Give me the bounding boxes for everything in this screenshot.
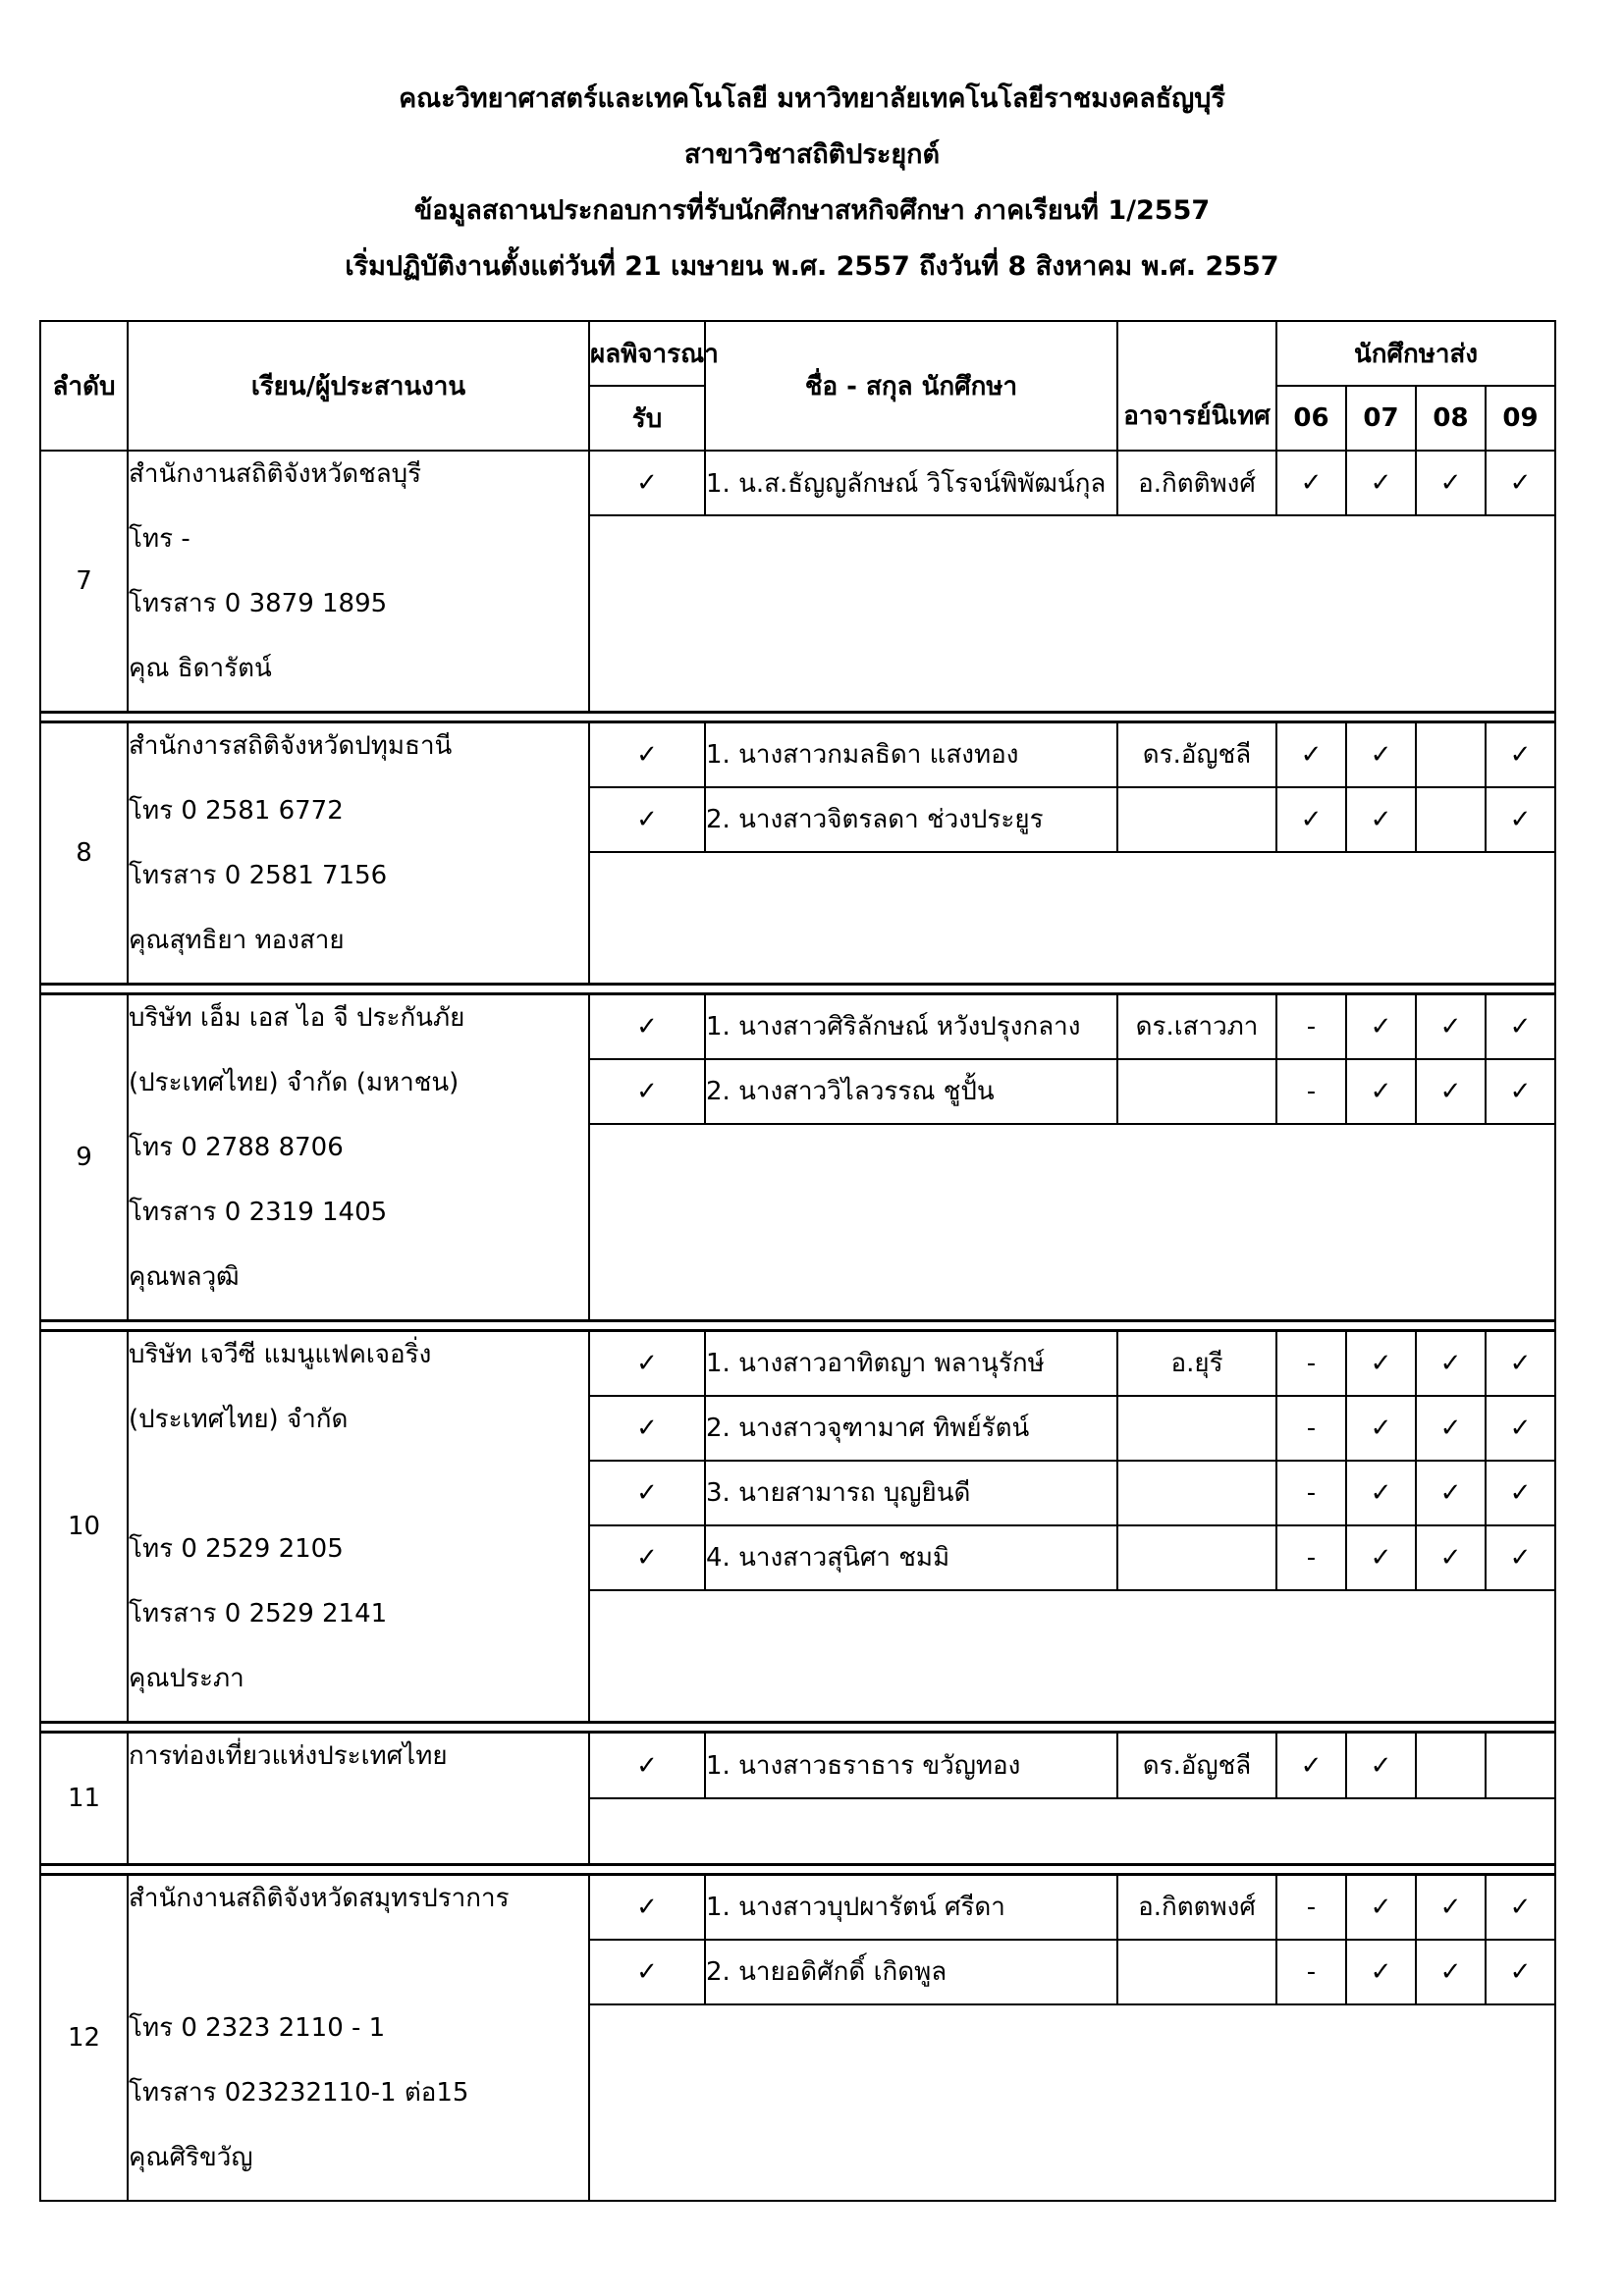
placement-table: [39, 320, 1556, 2202]
company-contact-line: โทรสาร 023232110-1 ต่อ15: [129, 2078, 469, 2108]
week-submission-check: ✓: [1486, 722, 1555, 787]
week-submission-check: ✓: [1416, 1331, 1486, 1396]
sequence-number: 10: [40, 1331, 128, 1723]
separator-cell: [40, 1865, 1555, 1875]
header-seq: ลำดับ: [40, 321, 128, 451]
company-contact-line: โทร 0 2788 8706: [129, 1133, 344, 1162]
separator-cell: [40, 1723, 1555, 1733]
student-name: 1. นางสาวบุปผารัตน์ ศรีดา: [705, 1875, 1117, 1940]
table-row: [40, 1331, 1555, 1396]
week-submission-check: ✓: [1416, 1059, 1486, 1124]
company-contact: [128, 722, 589, 985]
week-submission-check: -: [1276, 1396, 1346, 1461]
week-submission-check: ✓: [1346, 1525, 1416, 1590]
company-contact: [128, 451, 589, 713]
table-row: [40, 994, 1555, 1059]
empty-cell: [589, 852, 1555, 985]
header-advisor: อาจารย์นิเทศ: [1117, 321, 1276, 451]
group-separator: [40, 1321, 1555, 1331]
student-name: 2. นางสาวจุฑามาศ ทิพย์รัตน์: [705, 1396, 1117, 1461]
accept-check: ✓: [589, 994, 705, 1059]
student-name: 2. นางสาวจิตรลดา ช่วงประยูร: [705, 787, 1117, 852]
company-contact-line: สำนักงานสถิติจังหวัดชลบุรี: [129, 459, 422, 489]
week-submission-check: -: [1276, 1525, 1346, 1590]
separator-cell: [40, 1321, 1555, 1331]
sequence-number: 11: [40, 1733, 128, 1865]
week-submission-check: ✓: [1346, 1461, 1416, 1525]
company-contact-line: [129, 1462, 588, 1526]
student-name: 1. นางสาวธราธาร ขวัญทอง: [705, 1733, 1117, 1799]
week-submission-check: -: [1276, 1059, 1346, 1124]
company-contact-line: (ประเทศไทย) จำกัด (มหาชน): [129, 1068, 460, 1097]
week-submission-check: -: [1276, 1940, 1346, 2004]
week-submission-check: ✓: [1416, 1461, 1486, 1525]
week-submission-check: ✓: [1276, 722, 1346, 787]
week-submission-check: ✓: [1346, 722, 1416, 787]
company-contact-line: คุณ ธิดารัตน์: [129, 654, 272, 683]
advisor-name: [1117, 787, 1276, 852]
accept-check: ✓: [589, 1940, 705, 2004]
week-submission-check: ✓: [1276, 451, 1346, 515]
accept-check: ✓: [589, 1331, 705, 1396]
empty-cell: [589, 1590, 1555, 1723]
week-submission-check: ✓: [1486, 1940, 1555, 2004]
table-row: [40, 451, 1555, 515]
company-contact-line: คุณศิริขวัญ: [129, 2143, 253, 2172]
week-submission-check: ✓: [1416, 1396, 1486, 1461]
period-line: เริ่มปฏิบัติงานตั้งแต่วันที่ 21 เมษายน พ.ศ. 2557 ถึงวันที่ 8 สิงหาคม พ.ศ. 2557: [345, 251, 1279, 282]
company-contact-line: [129, 1798, 588, 1863]
accept-check: ✓: [589, 1396, 705, 1461]
table-row: [40, 722, 1555, 787]
student-name: 4. นางสาวสุนิศา ชมมิ: [705, 1525, 1117, 1590]
accept-check: ✓: [589, 451, 705, 515]
company-contact-line: โทรสาร 0 3879 1895: [129, 589, 388, 618]
week-submission-check: ✓: [1346, 1331, 1416, 1396]
group-separator: [40, 985, 1555, 994]
header-company: เรียน/ผู้ประสานงาน: [128, 321, 589, 451]
week-submission-check: ✓: [1486, 1396, 1555, 1461]
week-submission-check: ✓: [1416, 1875, 1486, 1940]
student-name: 1. น.ส.ธัญญลักษณ์ วิโรจน์พิพัฒน์กุล: [705, 451, 1117, 515]
week-submission-check: -: [1276, 1461, 1346, 1525]
sequence-number: 8: [40, 722, 128, 985]
accept-check: ✓: [589, 1733, 705, 1799]
company-contact-line: สำนักงานสถิติจังหวัดสมุทรปราการ: [129, 1884, 510, 1913]
advisor-name: [1117, 1059, 1276, 1124]
week-submission-check: ✓: [1346, 994, 1416, 1059]
week-submission-check: ✓: [1346, 1940, 1416, 2004]
company-contact-line: คุณประภา: [129, 1664, 244, 1693]
sequence-number: 9: [40, 994, 128, 1321]
week-submission-check: ✓: [1346, 1396, 1416, 1461]
week-submission-check: [1416, 1733, 1486, 1799]
separator-cell: [40, 713, 1555, 722]
header-accept: รับ: [589, 386, 705, 451]
company-contact: [128, 1331, 589, 1723]
company-contact-line: โทร -: [129, 524, 190, 554]
week-submission-check: ✓: [1346, 451, 1416, 515]
accept-check: ✓: [589, 787, 705, 852]
week-submission-check: ✓: [1416, 1525, 1486, 1590]
group-separator: [40, 1723, 1555, 1733]
week-submission-check: ✓: [1276, 787, 1346, 852]
student-name: 1. นางสาวกมลธิดา แสงทอง: [705, 722, 1117, 787]
header-week: 08: [1416, 386, 1486, 451]
document-title: ข้อมูลสถานประกอบการที่รับนักศึกษาสหกิจศึกษา ภาคเรียนที่ 1/2557: [413, 195, 1211, 226]
advisor-name: ดร.อัญชลี: [1117, 1733, 1276, 1799]
accept-check: ✓: [589, 1875, 705, 1940]
company-contact: [128, 1875, 589, 2202]
header-week: 07: [1346, 386, 1416, 451]
advisor-name: อ.กิตตพงศ์: [1117, 1875, 1276, 1940]
document-header: [0, 71, 1624, 294]
company-contact-line: โทร 0 2581 6772: [129, 796, 344, 826]
week-submission-check: ✓: [1486, 1059, 1555, 1124]
advisor-name: ดร.เสาวภา: [1117, 994, 1276, 1059]
student-name: 1. นางสาวศิริลักษณ์ หวังปรุงกลาง: [705, 994, 1117, 1059]
week-submission-check: ✓: [1416, 1940, 1486, 2004]
company-contact-line: บริษัท เอ็ม เอส ไอ จี ประกันภัย: [129, 1003, 465, 1033]
empty-cell: [589, 1798, 1555, 1865]
week-submission-check: -: [1276, 994, 1346, 1059]
week-submission-check: ✓: [1346, 1059, 1416, 1124]
group-separator: [40, 713, 1555, 722]
student-name: 1. นางสาวอาทิตญา พลานุรักษ์: [705, 1331, 1117, 1396]
advisor-name: ดร.อัญชลี: [1117, 722, 1276, 787]
empty-cell: [589, 1124, 1555, 1321]
empty-cell: [589, 515, 1555, 713]
week-submission-check: ✓: [1346, 787, 1416, 852]
week-submission-check: ✓: [1486, 1525, 1555, 1590]
accept-check: ✓: [589, 722, 705, 787]
week-submission-check: ✓: [1416, 451, 1486, 515]
company-contact-line: [129, 1941, 588, 2005]
sequence-number: 7: [40, 451, 128, 713]
table-row: [40, 1733, 1555, 1799]
table-body: [40, 451, 1555, 2201]
separator-cell: [40, 985, 1555, 994]
advisor-name: อ.กิตติพงศ์: [1117, 451, 1276, 515]
table-row: [40, 1875, 1555, 1940]
company-contact-line: (ประเทศไทย) จำกัด: [129, 1405, 349, 1434]
week-submission-check: ✓: [1276, 1733, 1346, 1799]
header-week: 06: [1276, 386, 1346, 451]
week-submission-check: ✓: [1486, 1331, 1555, 1396]
company-contact-line: โทรสาร 0 2319 1405: [129, 1198, 388, 1227]
advisor-name: [1117, 1461, 1276, 1525]
company-contact-line: โทร 0 2529 2105: [129, 1534, 344, 1564]
advisor-name: [1117, 1396, 1276, 1461]
accept-check: ✓: [589, 1461, 705, 1525]
advisor-name: อ.ยุรี: [1117, 1331, 1276, 1396]
week-submission-check: ✓: [1486, 1461, 1555, 1525]
header-sent: นักศึกษาส่ง: [1276, 321, 1555, 386]
company-contact-line: คุณสุทธิยา ทองสาย: [129, 926, 345, 955]
advisor-name: [1117, 1525, 1276, 1590]
company-contact-line: โทรสาร 0 2529 2141: [129, 1599, 388, 1629]
week-submission-check: ✓: [1486, 994, 1555, 1059]
week-submission-check: [1416, 787, 1486, 852]
company-contact-line: สำนักงารสถิติจังหวัดปทุมธานี: [129, 731, 453, 761]
week-submission-check: ✓: [1486, 1875, 1555, 1940]
week-submission-check: ✓: [1346, 1733, 1416, 1799]
week-submission-check: ✓: [1416, 994, 1486, 1059]
student-name: 2. นางสาววิไลวรรณ ชูปั้น: [705, 1059, 1117, 1124]
advisor-name: [1117, 1940, 1276, 2004]
week-submission-check: -: [1276, 1331, 1346, 1396]
company-contact-line: คุณพลวุฒิ: [129, 1262, 240, 1292]
company-contact: [128, 1733, 589, 1865]
sequence-number: 12: [40, 1875, 128, 2202]
group-separator: [40, 1865, 1555, 1875]
header-student: ชื่อ - สกุล นักศึกษา: [705, 321, 1117, 451]
week-submission-check: ✓: [1486, 451, 1555, 515]
company-contact-line: บริษัท เจวีซี แมนูแฟคเจอริ่ง: [129, 1340, 432, 1369]
company-contact: [128, 994, 589, 1321]
week-submission-check: ✓: [1486, 787, 1555, 852]
week-submission-check: [1486, 1733, 1555, 1799]
department-title: สาขาวิชาสถิติประยุกต์: [683, 139, 941, 170]
student-name: 2. นายอดิศักดิ์ เกิดพูล: [705, 1940, 1117, 2004]
week-submission-check: ✓: [1346, 1875, 1416, 1940]
student-name: 3. นายสามารถ บุญยินดี: [705, 1461, 1117, 1525]
company-contact-line: โทร 0 2323 2110 - 1: [129, 2013, 386, 2043]
empty-cell: [589, 2004, 1555, 2202]
header-result: ผลพิจารณา: [589, 321, 705, 386]
week-submission-check: [1416, 722, 1486, 787]
faculty-university-title: คณะวิทยาศาสตร์และเทคโนโลยี มหาวิทยาลัยเทคโนโลยีราชมงคลธัญบุรี: [399, 83, 1225, 114]
accept-check: ✓: [589, 1525, 705, 1590]
company-contact-line: การท่องเที่ยวแห่งประเทศไทย: [129, 1741, 448, 1771]
header-week: 09: [1486, 386, 1555, 451]
accept-check: ✓: [589, 1059, 705, 1124]
company-contact-line: โทรสาร 0 2581 7156: [129, 861, 388, 890]
week-submission-check: -: [1276, 1875, 1346, 1940]
